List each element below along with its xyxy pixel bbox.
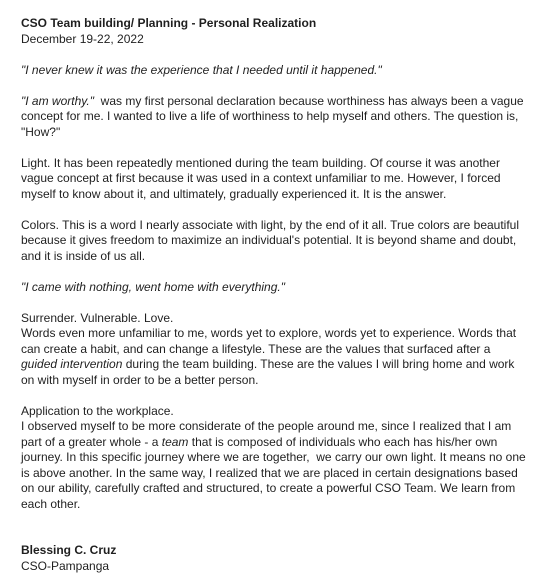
paragraph-values: Words even more unfamiliar to me, words yet to explore, words yet to experience. Words that can create a habit, and can change a lifestyle. These are the values that surfaced after a guided intervention during the team building. These are the values I will bring home and work on with myself in order to be a better person. — [21, 326, 517, 387]
surrender-heading: Surrender. Vulnerable. Love. — [21, 310, 174, 325]
signature-office: CSO-Pampanga — [21, 558, 110, 573]
document-title: CSO Team building/ Planning - Personal Realization — [21, 16, 317, 30]
document-date: December 19-22, 2022 — [21, 31, 144, 46]
paragraph-colors: Colors. This is a word I nearly associate with light, by the end of it all. True colors are beautiful because it gives freedom to maximize an individual's potential. It is beyond shame and doubt, and it is inside of us all. — [21, 217, 520, 263]
signature-name: Blessing C. Cruz — [21, 543, 117, 557]
worthy-quote: "I am worthy." — [21, 93, 94, 108]
opening-quote: "I never knew it was the experience that I needed until it happened." — [21, 62, 382, 77]
second-quote: "I came with nothing, went home with everything." — [21, 279, 285, 294]
paragraph-light: Light. It has been repeatedly mentioned during the team building. Of course it was another vague concept at first because it was used in a context unfamiliar to me. However, I forced myself to know about it, and ultimately, gradually experienced it. It is the answer. — [21, 155, 501, 201]
paragraph-worthy: "I am worthy." was my first personal declaration because worthiness has always been a vague concept for me. I wanted to live a life of worthiness to help myself and others. The question is, "How?" — [21, 93, 527, 139]
paragraph-workplace: I observed myself to be more considerate of the people around me, since I realized that I am part of a greater whole - a team that is composed of individuals who each has his/her own journey. In this specific journey where we are together, we carry our own light. It means no one is above another. In the same way, I realized that we are placed in certain designations based on our ability, carefully crafted and structured, to create a powerful CSO Team. We learn from each other. — [21, 419, 530, 511]
workplace-heading: Application to the workplace. — [21, 403, 174, 418]
